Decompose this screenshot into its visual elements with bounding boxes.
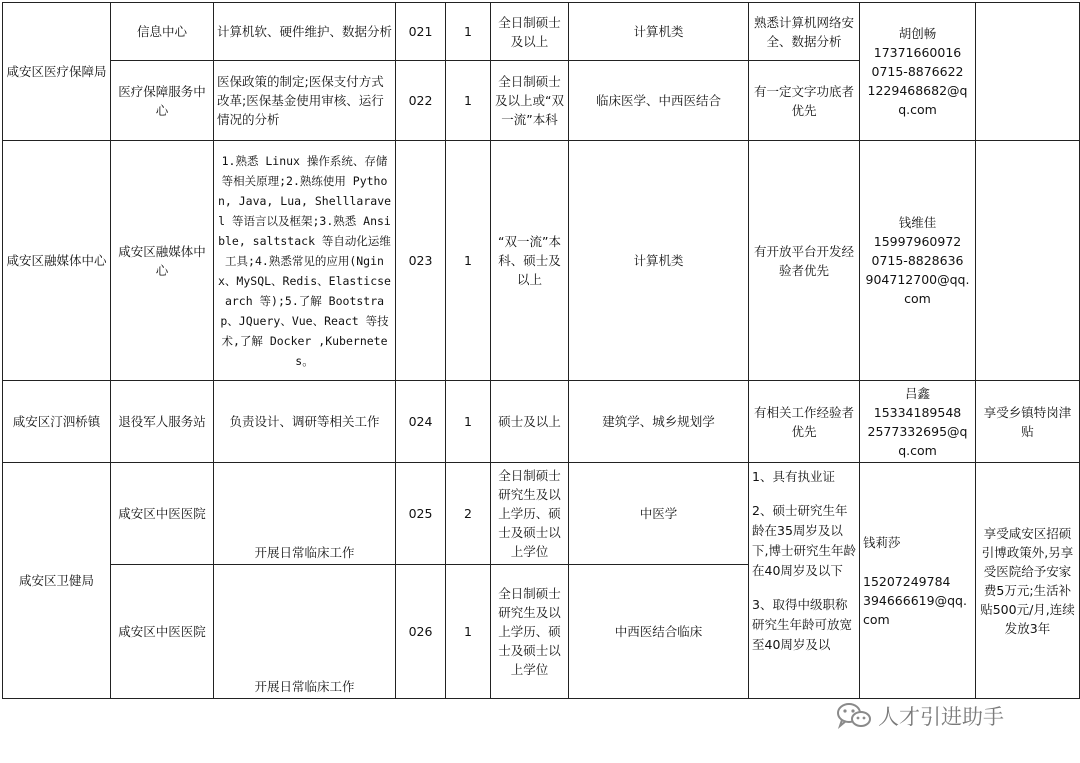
req-cell: 有相关工作经验者优先 <box>749 381 860 463</box>
table-row <box>3 463 1080 565</box>
num-cell: 1 <box>446 3 491 61</box>
num-cell: 1 <box>446 381 491 463</box>
contact-name: 钱莉莎 <box>863 534 901 550</box>
major-cell: 中医学 <box>569 463 749 565</box>
edu-cell: “双一流”本科、硕士及以上 <box>491 141 569 381</box>
contact-email: 394666619@qq.com <box>863 592 967 627</box>
code-cell: 021 <box>396 3 446 61</box>
code-cell: 025 <box>396 463 446 565</box>
req-cell <box>749 463 860 699</box>
edu-cell: 硕士及以上 <box>491 381 569 463</box>
duty-cell: 负责设计、调研等相关工作 <box>214 381 396 463</box>
unit-cell: 咸安区卫健局 <box>3 463 111 699</box>
edu-cell: 全日制硕士研究生及以上学历、硕士及硕士以上学位 <box>491 565 569 699</box>
benefit-cell: 享受乡镇特岗津贴 <box>976 381 1080 463</box>
watermark <box>836 700 1004 732</box>
duty-cell: 医保政策的制定;医保支付方式改革;医保基金使用审核、运行情况的分析 <box>214 61 396 141</box>
contact-name: 胡创畅 <box>898 26 937 41</box>
dept-cell: 医疗保障服务中心 <box>111 61 214 141</box>
major-cell: 建筑学、城乡规划学 <box>569 381 749 463</box>
recruitment-table <box>2 2 1080 699</box>
contact-cell <box>860 381 976 463</box>
code-cell: 023 <box>396 141 446 381</box>
duty-cell: 计算机软、硬件维护、数据分析 <box>214 3 396 61</box>
edu-cell: 全日制硕士及以上 <box>491 3 569 61</box>
contact-tel: 0715-8876622 <box>871 64 964 79</box>
duty-cell: 1.熟悉 Linux 操作系统、存储 等相关原理;2.熟练使用 Python, Java, Lua, Shelllaravel 等语言以及框架;3.熟悉 Ansible, saltstack 等自动化运维工具;4.熟悉常见的应用(Nginx、MySQL、Redis、Elasticsearch 等);5.了解 Bootstrap、JQuery、Vue、React 等技术,了解 Docker ,Kubernetes。 <box>214 141 396 381</box>
contact-tel: 0715-8828636 <box>871 253 964 268</box>
duty-cell: 开展日常临床工作 <box>214 463 396 565</box>
unit-cell: 咸安区融媒体中心 <box>3 141 111 381</box>
watermark-text: 人才引进助手 <box>878 705 1004 729</box>
major-cell: 计算机类 <box>569 3 749 61</box>
num-cell: 2 <box>446 463 491 565</box>
contact-name: 钱维佳 <box>898 215 937 230</box>
major-cell: 计算机类 <box>569 141 749 381</box>
contact-email: 1229468682@qq.com <box>867 83 968 117</box>
unit-cell: 咸安区医疗保障局 <box>3 3 111 141</box>
major-cell: 中西医结合临床 <box>569 565 749 699</box>
num-cell: 1 <box>446 61 491 141</box>
table-row <box>3 3 1080 61</box>
num-cell: 1 <box>446 565 491 699</box>
benefit-cell <box>976 3 1080 141</box>
contact-cell <box>860 463 976 699</box>
dept-cell: 咸安区中医医院 <box>111 463 214 565</box>
req-cell: 熟悉计算机网络安全、数据分析 <box>749 3 860 61</box>
contact-phone: 15334189548 <box>873 404 962 420</box>
contact-email: 2577332695@qq.com <box>867 423 968 458</box>
req-item-1: 1、具有执业证 <box>752 469 835 484</box>
wechat-icon <box>836 702 872 730</box>
code-cell: 026 <box>396 565 446 699</box>
req-cell: 有一定文字功底者优先 <box>749 61 860 141</box>
unit-cell: 咸安区汀泗桥镇 <box>3 381 111 463</box>
req-item-2: 2、硕士研究生年龄在35周岁及以下,博士研究生年龄在40周岁及以下 <box>752 503 856 578</box>
code-cell: 024 <box>396 381 446 463</box>
benefit-cell: 享受咸安区招硕引博政策外,另享受医院给予安家费5万元;生活补贴500元/月,连续发放3年 <box>976 463 1080 699</box>
table-row <box>3 141 1080 381</box>
code-cell: 022 <box>396 61 446 141</box>
contact-name: 吕鑫 <box>904 385 930 401</box>
contact-phone: 15207249784 <box>863 573 951 589</box>
req-cell: 有开放平台开发经验者优先 <box>749 141 860 381</box>
table-row <box>3 381 1080 463</box>
edu-cell: 全日制硕士研究生及以上学历、硕士及硕士以上学位 <box>491 463 569 565</box>
dept-cell: 信息中心 <box>111 3 214 61</box>
benefit-cell <box>976 141 1080 381</box>
edu-cell: 全日制硕士及以上或“双一流”本科 <box>491 61 569 141</box>
dept-cell: 咸安区中医医院 <box>111 565 214 699</box>
contact-email: 904712700@qq.com <box>865 272 970 306</box>
major-cell: 临床医学、中西医结合 <box>569 61 749 141</box>
contact-phone: 15997960972 <box>873 234 962 249</box>
duty-cell: 开展日常临床工作 <box>214 565 396 699</box>
num-cell: 1 <box>446 141 491 381</box>
contact-phone: 17371660016 <box>873 45 962 60</box>
contact-cell <box>860 141 976 381</box>
dept-cell: 退役军人服务站 <box>111 381 214 463</box>
contact-cell <box>860 3 976 141</box>
dept-cell: 咸安区融媒体中心 <box>111 141 214 381</box>
req-item-3: 3、取得中级职称研究生年龄可放宽至40周岁及以 <box>752 597 853 652</box>
